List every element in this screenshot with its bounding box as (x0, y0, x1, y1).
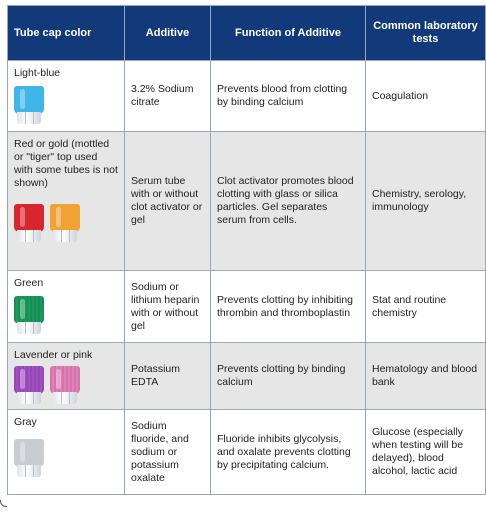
red-tube-icon (14, 204, 44, 242)
additive-text: Serum tube with or without clot activator or gel (131, 175, 203, 226)
table-row (8, 132, 486, 271)
tests-cell (366, 132, 486, 271)
tube-images (14, 86, 118, 124)
table-row (8, 343, 486, 410)
page-corner-mark (0, 500, 7, 507)
tube-images (14, 439, 118, 477)
function-text: Fluoride inhibits glycolysis, and oxalate prevents clotting by precipitating calcium. (217, 432, 351, 471)
gold-tube-icon (50, 204, 80, 242)
cap-color-name: Gray (14, 416, 37, 428)
tests-text: Hematology and blood bank (372, 363, 478, 388)
function-text: Clot activator promotes blood clotting with glass or silica particles. Gel separates serum from cells. (217, 175, 354, 226)
additive-text: Sodium fluoride, and sodium or potassium oxalate (131, 419, 189, 484)
green-tube-icon (14, 296, 44, 334)
header-row (8, 6, 486, 61)
cap-color-name: Red or gold (mottled or "tiger" top used with some tubes is not shown) (14, 138, 118, 189)
tests-text: Stat and routine chemistry (372, 293, 447, 319)
additive-text: 3.2% Sodium citrate (131, 83, 194, 108)
blood-tube-table (7, 5, 486, 495)
header-tube-cap-color: Tube cap color (8, 6, 125, 61)
table-row (8, 61, 486, 132)
tube-images (14, 366, 118, 404)
table-row (8, 410, 486, 495)
function-text: Prevents blood from clotting by binding calcium (217, 83, 348, 108)
tube-cap-cell (8, 132, 125, 271)
tube-images (14, 204, 118, 242)
tests-text: Chemistry, serology, immunology (372, 188, 467, 213)
tube-cap-cell (8, 61, 125, 132)
additive-cell (125, 61, 211, 132)
gray-tube-icon (14, 439, 44, 477)
cap-color-name: Lavender or pink (14, 349, 93, 361)
tube-cap (14, 86, 44, 114)
light-blue-tube-icon (14, 86, 44, 124)
tests-text: Coagulation (372, 89, 429, 102)
tube-cap (14, 204, 44, 232)
additive-text: Sodium or lithium heparin with or without gel (131, 280, 200, 332)
header-additive: Additive (125, 6, 211, 61)
cap-color-name: Light-blue (14, 67, 61, 79)
tube-cap-cell (8, 410, 125, 495)
function-text: Prevents clotting by binding calcium (217, 363, 346, 388)
additive-cell (125, 271, 211, 343)
header-tests: Common laboratory tests (366, 6, 486, 61)
header-function: Function of Additive (211, 6, 366, 61)
pink-tube-icon (50, 366, 80, 404)
function-cell (211, 410, 366, 495)
additive-text: Potassium EDTA (131, 363, 181, 388)
tube-cap (50, 366, 80, 394)
tube-cap-cell (8, 343, 125, 410)
tube-images (14, 296, 118, 334)
lavender-tube-icon (14, 366, 44, 404)
tube-cap-cell (8, 271, 125, 343)
tests-cell (366, 410, 486, 495)
tests-text: Glucose (especially when testing will be delayed), blood alcohol, lactic acid (372, 426, 464, 477)
function-cell (211, 271, 366, 343)
function-cell (211, 132, 366, 271)
additive-cell (125, 132, 211, 271)
tube-cap (14, 296, 44, 324)
additive-cell (125, 343, 211, 410)
tests-cell (366, 61, 486, 132)
function-cell (211, 343, 366, 410)
function-text: Prevents clotting by inhibiting thrombin and thromboplastin (217, 293, 353, 319)
tube-cap (50, 204, 80, 232)
table-row (8, 271, 486, 343)
function-cell (211, 61, 366, 132)
additive-cell (125, 410, 211, 495)
tests-cell (366, 343, 486, 410)
cap-color-name: Green (14, 277, 44, 289)
tube-cap (14, 439, 44, 467)
tests-cell (366, 271, 486, 343)
tube-cap (14, 366, 44, 394)
